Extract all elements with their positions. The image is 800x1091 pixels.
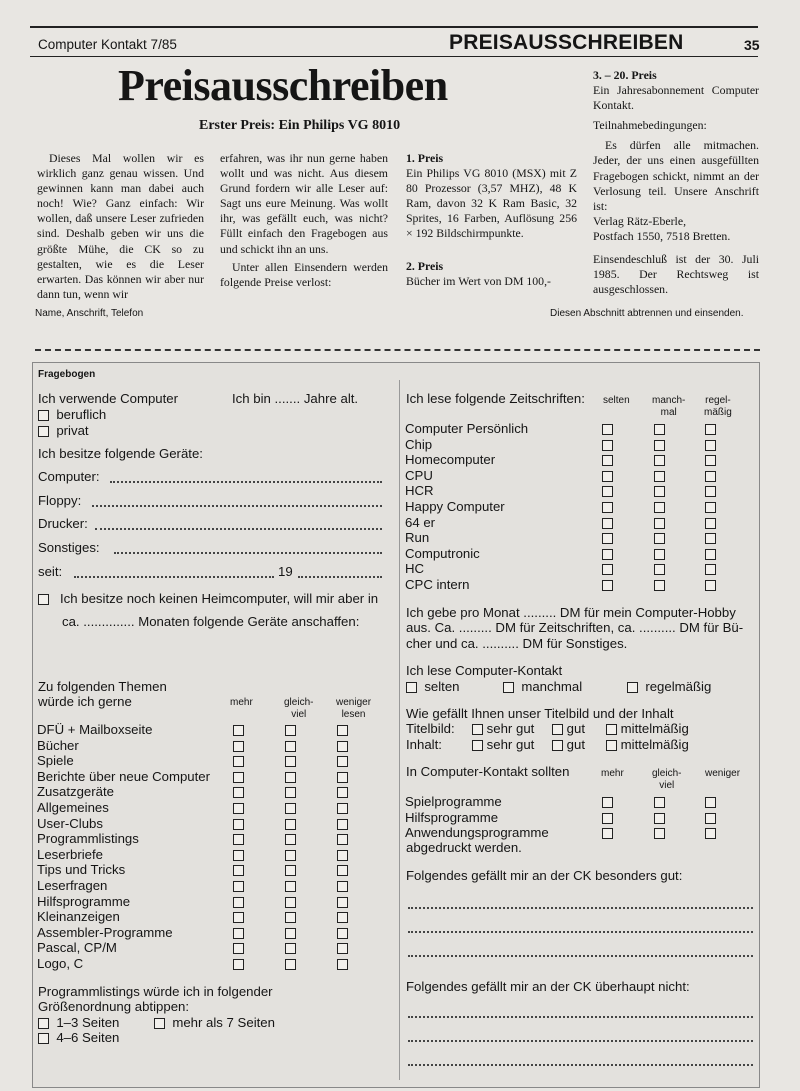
bad-answer-line-1[interactable] bbox=[408, 1016, 753, 1018]
progs-col-gleich-1: gleich- bbox=[652, 768, 682, 779]
prize2-title: 2. Preis bbox=[406, 258, 444, 273]
magazine-label: Computronic bbox=[405, 545, 480, 561]
printed-label: abgedruckt werden. bbox=[406, 840, 522, 855]
checkbox[interactable] bbox=[654, 424, 665, 435]
rate-titelbild-option-label: gut bbox=[563, 721, 585, 736]
ck-read-option-manchmal[interactable] bbox=[503, 679, 582, 694]
checkbox[interactable] bbox=[705, 797, 716, 808]
checkbox[interactable] bbox=[233, 850, 244, 861]
program-row bbox=[405, 810, 498, 826]
checkbox[interactable] bbox=[602, 549, 613, 560]
theme-row bbox=[37, 956, 83, 972]
checkbox[interactable] bbox=[654, 533, 665, 544]
checkbox[interactable] bbox=[233, 897, 244, 908]
good-answer-line-1[interactable] bbox=[408, 907, 753, 909]
program-label: Anwendungsprogramme bbox=[405, 825, 549, 841]
magazine-row bbox=[405, 437, 432, 453]
checkbox[interactable] bbox=[337, 741, 348, 752]
progs-col-gleich-2: viel bbox=[659, 779, 675, 791]
checkbox[interactable] bbox=[337, 834, 348, 845]
listing-option-1-3-label: 1–3 Seiten bbox=[56, 1015, 120, 1030]
checkbox[interactable] bbox=[602, 797, 613, 808]
rate-inhalt-option[interactable] bbox=[472, 737, 534, 752]
cover-row-inhalt bbox=[406, 737, 442, 752]
device-sonstiges-field[interactable] bbox=[114, 552, 382, 554]
conditions-title: Teilnahmebedingungen: bbox=[593, 118, 707, 133]
checkbox[interactable] bbox=[38, 426, 49, 437]
name-address-label: Name, Anschrift, Telefon bbox=[35, 308, 144, 319]
checkbox[interactable] bbox=[154, 1018, 165, 1029]
checkbox[interactable] bbox=[337, 787, 348, 798]
checkbox[interactable] bbox=[337, 881, 348, 892]
rate-inhalt-option[interactable] bbox=[552, 737, 585, 752]
header-underline bbox=[30, 56, 758, 57]
checkbox[interactable] bbox=[602, 533, 613, 544]
rate-titelbild-option[interactable] bbox=[552, 721, 585, 736]
own-question: Ich besitze folgende Geräte: bbox=[38, 446, 203, 461]
theme-label: Tips und Tricks bbox=[37, 862, 126, 878]
listing-option-4-6-label: 4–6 Seiten bbox=[56, 1030, 120, 1045]
programs-list bbox=[405, 794, 755, 842]
checkbox[interactable] bbox=[233, 912, 244, 923]
checkbox[interactable] bbox=[233, 959, 244, 970]
checkbox[interactable] bbox=[233, 772, 244, 783]
themes-col-weniger-2: lesen bbox=[341, 708, 366, 720]
checkbox[interactable] bbox=[705, 471, 716, 482]
checkbox[interactable] bbox=[337, 725, 348, 736]
checkbox[interactable] bbox=[285, 959, 296, 970]
theme-row bbox=[37, 847, 103, 863]
checkbox[interactable] bbox=[552, 740, 563, 751]
prize1-text: Ein Philips VG 8010 (MSX) mit Z 80 Prozessor (3,57 MHZ), 48 K Ram, davon 32 K Ram Basic, 32 Sprites, 16 Farben, Auflösung 256 × 192 Bildschirmpunkte. bbox=[406, 166, 577, 241]
listing-option-7plus-label: mehr als 7 Seiten bbox=[172, 1015, 275, 1030]
checkbox[interactable] bbox=[285, 912, 296, 923]
checkbox[interactable] bbox=[654, 797, 665, 808]
theme-row bbox=[37, 831, 139, 847]
device-floppy-label: Floppy: bbox=[38, 493, 82, 508]
checkbox[interactable] bbox=[705, 424, 716, 435]
magazine-label: HC bbox=[405, 561, 425, 577]
checkbox[interactable] bbox=[654, 455, 665, 466]
checkbox[interactable] bbox=[285, 819, 296, 830]
checkbox[interactable] bbox=[233, 787, 244, 798]
themes-question-2: würde ich gerne bbox=[38, 694, 132, 709]
checkbox[interactable] bbox=[705, 502, 716, 513]
prize3-text: Ein Jahresabonnement Computer Kontakt. bbox=[593, 83, 759, 113]
checkbox[interactable] bbox=[233, 819, 244, 830]
checkbox[interactable] bbox=[285, 756, 296, 767]
listing-option-1-3[interactable] bbox=[38, 1015, 119, 1030]
themes-col-weniger bbox=[336, 697, 371, 720]
checkbox[interactable] bbox=[472, 724, 483, 735]
magazine-row bbox=[405, 530, 429, 546]
ck-read-option-selten-label: selten bbox=[424, 679, 460, 694]
checkbox[interactable] bbox=[654, 813, 665, 824]
magazine-row bbox=[405, 515, 435, 531]
theme-label: Zusatzgeräte bbox=[37, 784, 114, 800]
checkbox[interactable] bbox=[285, 928, 296, 939]
checkbox[interactable] bbox=[705, 564, 716, 575]
checkbox[interactable] bbox=[285, 943, 296, 954]
good-answer-line-2[interactable] bbox=[408, 931, 753, 933]
budget-line2[interactable]: aus. Ca. ......... DM für Zeitschriften, ca. .......... DM für Bü- bbox=[406, 620, 744, 635]
magazine-label: 64 er bbox=[405, 514, 436, 530]
theme-label: Allgemeines bbox=[37, 800, 109, 815]
cover-question: Wie gefällt Ihnen unser Titelbild und der Inhalt bbox=[406, 706, 674, 721]
cover-row-titelbild bbox=[406, 721, 455, 736]
since-year-field[interactable] bbox=[298, 576, 382, 578]
conditions-text: Es dürfen alle mitmachen. Jeder, der uns einen ausgefüllten Fragebogen schickt, nimmt an der Verlosung teil. Unsere Anschrift ist: bbox=[593, 138, 759, 213]
theme-label: Hilfsprogramme bbox=[37, 893, 131, 909]
checkbox[interactable] bbox=[602, 424, 613, 435]
no-computer-line2: ca. .............. Monaten folgende Geräte anschaffen: bbox=[62, 614, 360, 629]
magazine-label: CPC intern bbox=[405, 577, 470, 592]
checkbox[interactable] bbox=[602, 828, 613, 839]
checkbox[interactable] bbox=[285, 772, 296, 783]
theme-label: Spiele bbox=[37, 753, 74, 769]
checkbox[interactable] bbox=[705, 828, 716, 839]
ck-read-option-manchmal-label: manchmal bbox=[521, 679, 583, 694]
checkbox[interactable] bbox=[38, 1018, 49, 1029]
deadline-text: Einsendeschluß ist der 30. Juli 1985. Der Rechtsweg ist ausgeschlossen. bbox=[593, 252, 759, 297]
magazine-row bbox=[405, 483, 434, 499]
theme-row bbox=[37, 878, 107, 894]
checkbox[interactable] bbox=[337, 850, 348, 861]
magazine-row bbox=[405, 499, 505, 515]
article-col3 bbox=[406, 151, 577, 289]
since-field[interactable] bbox=[74, 576, 274, 578]
program-label: Hilfsprogramme bbox=[405, 809, 499, 825]
rate-titelbild-option-label: sehr gut bbox=[483, 721, 535, 736]
section-title: PREISAUSSCHREIBEN bbox=[449, 31, 684, 54]
ck-should-question: In Computer-Kontakt sollten bbox=[406, 764, 570, 779]
checkbox[interactable] bbox=[654, 564, 665, 575]
progs-col-weniger: weniger bbox=[705, 768, 741, 779]
checkbox[interactable] bbox=[606, 740, 617, 751]
checkbox[interactable] bbox=[654, 828, 665, 839]
checkbox[interactable] bbox=[406, 682, 417, 693]
checkbox[interactable] bbox=[285, 834, 296, 845]
theme-label: Leserfragen bbox=[37, 878, 108, 893]
program-label: Spielprogramme bbox=[405, 794, 502, 809]
checkbox[interactable] bbox=[705, 440, 716, 451]
magazine-label: Homecomputer bbox=[405, 452, 496, 468]
rate-inhalt-option-label: sehr gut bbox=[483, 737, 535, 752]
checkbox[interactable] bbox=[233, 943, 244, 954]
theme-label: Leserbriefe bbox=[37, 846, 103, 862]
checkbox[interactable] bbox=[705, 533, 716, 544]
ck-read-option-regelmaessig[interactable] bbox=[627, 679, 711, 694]
theme-row bbox=[37, 784, 114, 800]
prize2-text: Bücher im Wert von DM 100,- bbox=[406, 273, 551, 288]
bad-question: Folgendes gefällt mir an der CK überhaupt nicht: bbox=[406, 979, 690, 994]
since-label: seit: bbox=[38, 564, 63, 579]
checkbox[interactable] bbox=[654, 580, 665, 591]
header-rule bbox=[30, 26, 758, 28]
theme-row bbox=[37, 722, 152, 738]
checkbox[interactable] bbox=[602, 486, 613, 497]
checkbox[interactable] bbox=[472, 740, 483, 751]
checkbox[interactable] bbox=[602, 564, 613, 575]
good-question: Folgendes gefällt mir an der CK besonders gut: bbox=[406, 868, 683, 883]
mags-col-selten: selten bbox=[603, 395, 630, 406]
checkbox[interactable] bbox=[552, 724, 563, 735]
checkbox[interactable] bbox=[285, 803, 296, 814]
magazines-question: Ich lese folgende Zeitschriften: bbox=[406, 391, 585, 406]
checkbox[interactable] bbox=[602, 518, 613, 529]
article-col4 bbox=[593, 68, 759, 297]
theme-label: Programmlistings bbox=[37, 831, 139, 847]
good-answer-line-3[interactable] bbox=[408, 955, 753, 957]
theme-label: DFÜ + Mailboxseite bbox=[37, 722, 153, 737]
article-col2-para1: erfahren, was ihr nun gerne haben wollt und was nicht. Aus diesem Grund fordern wir alle Leser auf: Sagt uns eure Meinung. Was wollt ihr, was gefällt euch, was nicht? Füllt einfach den Fragebogen aus und schickt ihn an uns. bbox=[220, 151, 388, 256]
prize1-title: 1. Preis bbox=[406, 151, 444, 165]
mags-col-regelmaessig-2: mäßig bbox=[704, 406, 732, 418]
magazine-row bbox=[405, 577, 470, 593]
article-col2 bbox=[220, 151, 388, 290]
theme-row bbox=[37, 909, 120, 925]
magazine-label: Happy Computer bbox=[405, 499, 505, 514]
article-col2-para2: Unter allen Einsendern werden folgende Preise verlost: bbox=[220, 259, 388, 289]
checkbox[interactable] bbox=[233, 865, 244, 876]
checkbox[interactable] bbox=[337, 928, 348, 939]
no-computer-text1: Ich besitze noch keinen Heimcomputer, will mir aber in bbox=[60, 591, 379, 606]
magazine-label: Run bbox=[405, 530, 430, 546]
rate-inhalt-option[interactable] bbox=[606, 737, 689, 752]
checkbox[interactable] bbox=[654, 471, 665, 482]
prize3-title: 3. – 20. Preis bbox=[593, 68, 657, 82]
ck-read-option-selten[interactable] bbox=[406, 679, 460, 694]
mags-col-regelmaessig bbox=[704, 395, 732, 418]
cover-row-inhalt-label: Inhalt: bbox=[406, 737, 442, 752]
listing-question-1: Programmlistings würde ich in folgender bbox=[38, 984, 273, 999]
magazine-row bbox=[405, 452, 495, 468]
article-col1: Dieses Mal wollen wir es wirklich ganz genau wissen. Und gewinnen kann man dabei auch noch! Wie? Ganz einfach: Wir wollen, daß unsere Leser zufrieden sind. Deshalb geben wir uns die größte Mühe, die CK so zu gestalten, wie es die Leser erwarten. Das können wir aber nur dann tun, wenn wir bbox=[37, 151, 204, 301]
checkbox[interactable] bbox=[285, 741, 296, 752]
theme-row bbox=[37, 816, 103, 832]
rate-titelbild-option[interactable] bbox=[606, 721, 689, 736]
magazine-row bbox=[405, 546, 480, 562]
cover-row-titelbild-label: Titelbild: bbox=[406, 721, 455, 736]
checkbox[interactable] bbox=[503, 682, 514, 693]
use-option-beruflich-label: beruflich bbox=[56, 407, 107, 422]
checkbox[interactable] bbox=[337, 772, 348, 783]
mags-col-manchmal-1: manch- bbox=[652, 395, 686, 406]
theme-label: Kleinanzeigen bbox=[37, 909, 120, 925]
checkbox[interactable] bbox=[38, 1033, 49, 1044]
mags-col-regelmaessig-1: regel- bbox=[705, 395, 731, 406]
checkbox[interactable] bbox=[602, 813, 613, 824]
use-option-beruflich[interactable] bbox=[38, 407, 106, 422]
themes-col-mehr: mehr bbox=[230, 697, 253, 708]
checkbox[interactable] bbox=[705, 549, 716, 560]
device-drucker-label: Drucker: bbox=[38, 516, 88, 531]
listing-option-7plus[interactable] bbox=[154, 1015, 275, 1030]
magazine-row bbox=[405, 561, 424, 577]
checkbox[interactable] bbox=[606, 724, 617, 735]
theme-label: User-Clubs bbox=[37, 815, 103, 831]
no-computer-line1[interactable] bbox=[38, 591, 378, 606]
themes-col-gleich-1: gleich- bbox=[284, 697, 314, 708]
checkbox[interactable] bbox=[233, 834, 244, 845]
checkbox[interactable] bbox=[337, 943, 348, 954]
cut-instruction: Diesen Abschnitt abtrennen und einsenden. bbox=[550, 308, 744, 319]
listing-question-2: Größenordnung abtippen: bbox=[38, 999, 190, 1014]
checkbox[interactable] bbox=[285, 881, 296, 892]
mags-col-manchmal-2: mal bbox=[660, 406, 677, 418]
theme-row bbox=[37, 894, 130, 910]
page-number: 35 bbox=[744, 37, 760, 53]
age-field[interactable]: Ich bin ....... Jahre alt. bbox=[232, 391, 359, 406]
theme-row bbox=[37, 738, 79, 754]
checkbox[interactable] bbox=[285, 865, 296, 876]
checkbox[interactable] bbox=[654, 549, 665, 560]
checkbox[interactable] bbox=[337, 897, 348, 908]
checkbox[interactable] bbox=[38, 410, 49, 421]
cut-line bbox=[35, 349, 760, 351]
checkbox[interactable] bbox=[233, 803, 244, 814]
theme-label: Pascal, CP/M bbox=[37, 940, 117, 956]
checkbox[interactable] bbox=[38, 594, 49, 605]
bad-answer-line-2[interactable] bbox=[408, 1040, 753, 1042]
checkbox[interactable] bbox=[337, 865, 348, 876]
checkbox[interactable] bbox=[337, 959, 348, 970]
issue-label: Computer Kontakt 7/85 bbox=[38, 37, 177, 52]
article-title: Preisausschreiben bbox=[118, 61, 448, 110]
budget-line1[interactable]: Ich gebe pro Monat ......... DM für mein Computer-Hobby bbox=[406, 605, 736, 620]
listing-option-4-6[interactable] bbox=[38, 1030, 119, 1045]
checkbox[interactable] bbox=[705, 813, 716, 824]
checkbox[interactable] bbox=[285, 897, 296, 908]
theme-row bbox=[37, 753, 74, 769]
theme-row bbox=[37, 925, 173, 941]
program-row bbox=[405, 825, 549, 841]
checkbox[interactable] bbox=[337, 912, 348, 923]
checkbox[interactable] bbox=[233, 881, 244, 892]
theme-label: Assembler-Programme bbox=[37, 924, 173, 940]
budget-line3[interactable]: cher und ca. .......... DM für Sonstiges. bbox=[406, 636, 628, 651]
device-floppy-field[interactable] bbox=[92, 505, 382, 507]
checkbox[interactable] bbox=[337, 756, 348, 767]
theme-row bbox=[37, 800, 109, 816]
use-option-privat-label: privat bbox=[56, 423, 89, 438]
theme-row bbox=[37, 862, 125, 878]
checkbox[interactable] bbox=[602, 502, 613, 513]
progs-col-gleich bbox=[652, 768, 681, 791]
checkbox[interactable] bbox=[233, 928, 244, 939]
bad-answer-line-3[interactable] bbox=[408, 1064, 753, 1066]
checkbox[interactable] bbox=[337, 819, 348, 830]
address-line1: Verlag Rätz-Eberle, bbox=[593, 213, 687, 228]
magazine-label: HCR bbox=[405, 483, 434, 499]
checkbox[interactable] bbox=[654, 518, 665, 529]
checkbox[interactable] bbox=[233, 725, 244, 736]
checkbox[interactable] bbox=[705, 518, 716, 529]
since-year: 19 bbox=[278, 564, 293, 579]
checkbox[interactable] bbox=[285, 787, 296, 798]
rate-titelbild-option-label: mittelmäßig bbox=[617, 721, 689, 736]
checkbox[interactable] bbox=[337, 803, 348, 814]
theme-label: Logo, C bbox=[37, 956, 84, 971]
checkbox[interactable] bbox=[602, 471, 613, 482]
rate-inhalt-option-label: gut bbox=[563, 737, 585, 752]
checkbox[interactable] bbox=[285, 725, 296, 736]
checkbox[interactable] bbox=[602, 440, 613, 451]
device-sonstiges-label: Sonstiges: bbox=[38, 540, 100, 555]
article-subtitle: Erster Preis: Ein Philips VG 8010 bbox=[199, 118, 401, 133]
rate-titelbild-option[interactable] bbox=[472, 721, 534, 736]
magazine-row bbox=[405, 468, 433, 484]
program-row bbox=[405, 794, 502, 810]
theme-label: Bücher bbox=[37, 737, 79, 753]
use-option-privat[interactable] bbox=[38, 423, 89, 438]
rate-inhalt-option-label: mittelmäßig bbox=[617, 737, 689, 752]
checkbox[interactable] bbox=[627, 682, 638, 693]
checkbox[interactable] bbox=[654, 502, 665, 513]
themes-col-weniger-1: weniger bbox=[336, 697, 372, 708]
checkbox[interactable] bbox=[602, 580, 613, 591]
form-title: Fragebogen bbox=[38, 369, 96, 380]
device-computer-label: Computer: bbox=[38, 469, 100, 484]
checkbox[interactable] bbox=[233, 756, 244, 767]
ck-read-option-regelmaessig-label: regelmäßig bbox=[645, 679, 712, 694]
magazine-label: Computer Persönlich bbox=[405, 421, 529, 436]
device-computer-field[interactable] bbox=[110, 481, 382, 483]
theme-label: Berichte über neue Computer bbox=[37, 768, 211, 784]
checkbox[interactable] bbox=[654, 486, 665, 497]
themes-col-gleich-2: viel bbox=[291, 708, 307, 720]
magazine-row bbox=[405, 421, 528, 437]
checkbox[interactable] bbox=[705, 580, 716, 591]
checkbox[interactable] bbox=[602, 455, 613, 466]
ck-read-question: Ich lese Computer-Kontakt bbox=[406, 663, 563, 678]
theme-row bbox=[37, 940, 117, 956]
use-question: Ich verwende Computer bbox=[38, 391, 179, 406]
magazine-label: CPU bbox=[405, 467, 433, 483]
progs-col-mehr: mehr bbox=[601, 768, 624, 779]
checkbox[interactable] bbox=[705, 455, 716, 466]
checkbox[interactable] bbox=[233, 741, 244, 752]
themes-list bbox=[37, 722, 397, 974]
themes-question-1: Zu folgenden Themen bbox=[38, 679, 167, 694]
checkbox[interactable] bbox=[285, 850, 296, 861]
checkbox[interactable] bbox=[705, 486, 716, 497]
mags-col-manchmal bbox=[652, 395, 685, 418]
questionnaire-divider bbox=[399, 380, 400, 1080]
device-drucker-field[interactable] bbox=[95, 528, 382, 530]
magazines-list bbox=[405, 421, 755, 593]
address-line2: Postfach 1550, 7518 Bretten. bbox=[593, 228, 731, 243]
theme-row bbox=[37, 769, 210, 785]
themes-col-gleich bbox=[284, 697, 313, 720]
magazine-label: Chip bbox=[405, 436, 433, 452]
checkbox[interactable] bbox=[654, 440, 665, 451]
